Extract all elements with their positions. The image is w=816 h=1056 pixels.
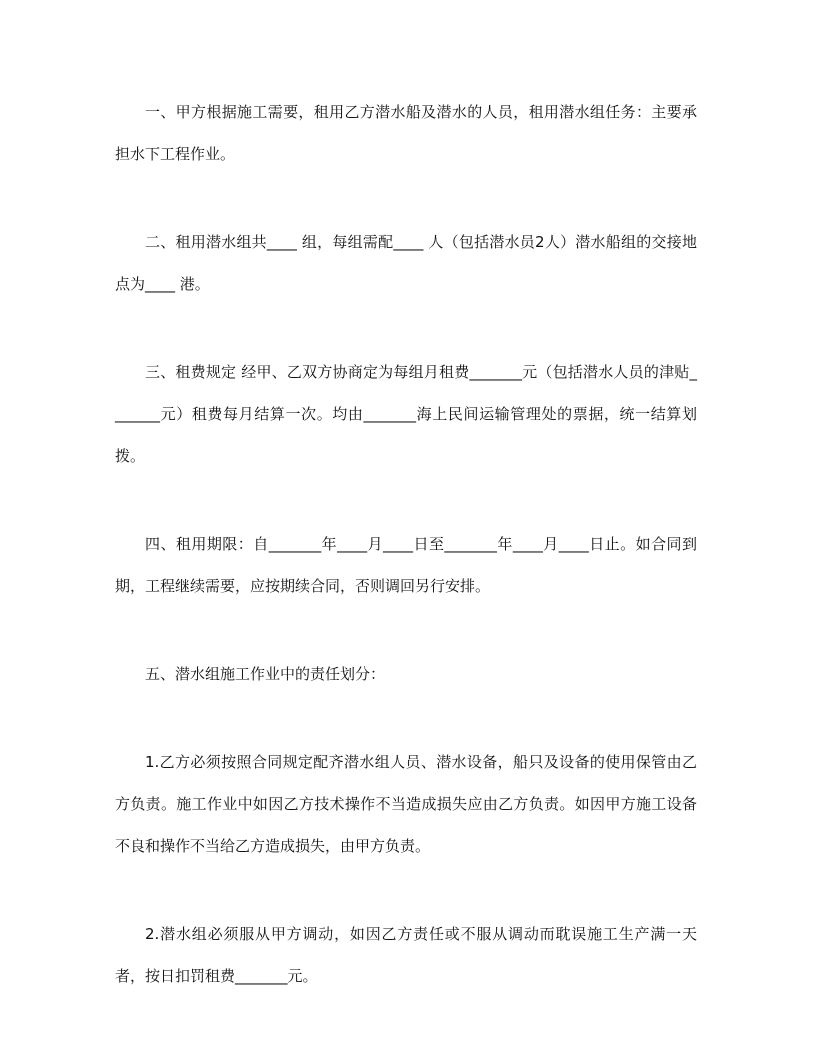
document-body	[115, 91, 697, 997]
clause-5-item-2: 2.潜水组必须服从甲方调动，如因乙方责任或不服从调动而耽误施工生产满一天者，按日扣罚租费_______元。	[115, 925, 697, 985]
clause-4-paragraph: 四、租用期限：自_______年____月____日至_______年____月____日止。如合同到期，工程继续需要，应按期续合同，否则调回另行安排。	[115, 535, 697, 595]
clause-5-item-1: 1.乙方必须按照合同规定配齐潜水组人员、潜水设备，船只及设备的使用保管由乙方负责。施工作业中如因乙方技术操作不当造成损失应由乙方负责。如因甲方施工设备不良和操作不当给乙方造成损失，由甲方负责。	[115, 753, 697, 855]
clause-1-paragraph: 一、甲方根据施工需要，租用乙方潜水船及潜水的人员，租用潜水组任务：主要承担水下工程作业。	[115, 103, 697, 163]
clause-3-paragraph: 三、租费规定 经甲、乙双方协商定为每组月租费_______元（包括潜水人员的津贴_______元）租费每月结算一次。均由_______海上民间运输管理处的票据，统一结算划拨。	[115, 363, 697, 465]
clause-2-paragraph: 二、租用潜水组共____ 组，每组需配____ 人（包括潜水员2人）潜水船组的交接地点为____ 港。	[115, 233, 697, 293]
clause-5-heading: 五、潜水组施工作业中的责任划分：	[145, 665, 386, 683]
